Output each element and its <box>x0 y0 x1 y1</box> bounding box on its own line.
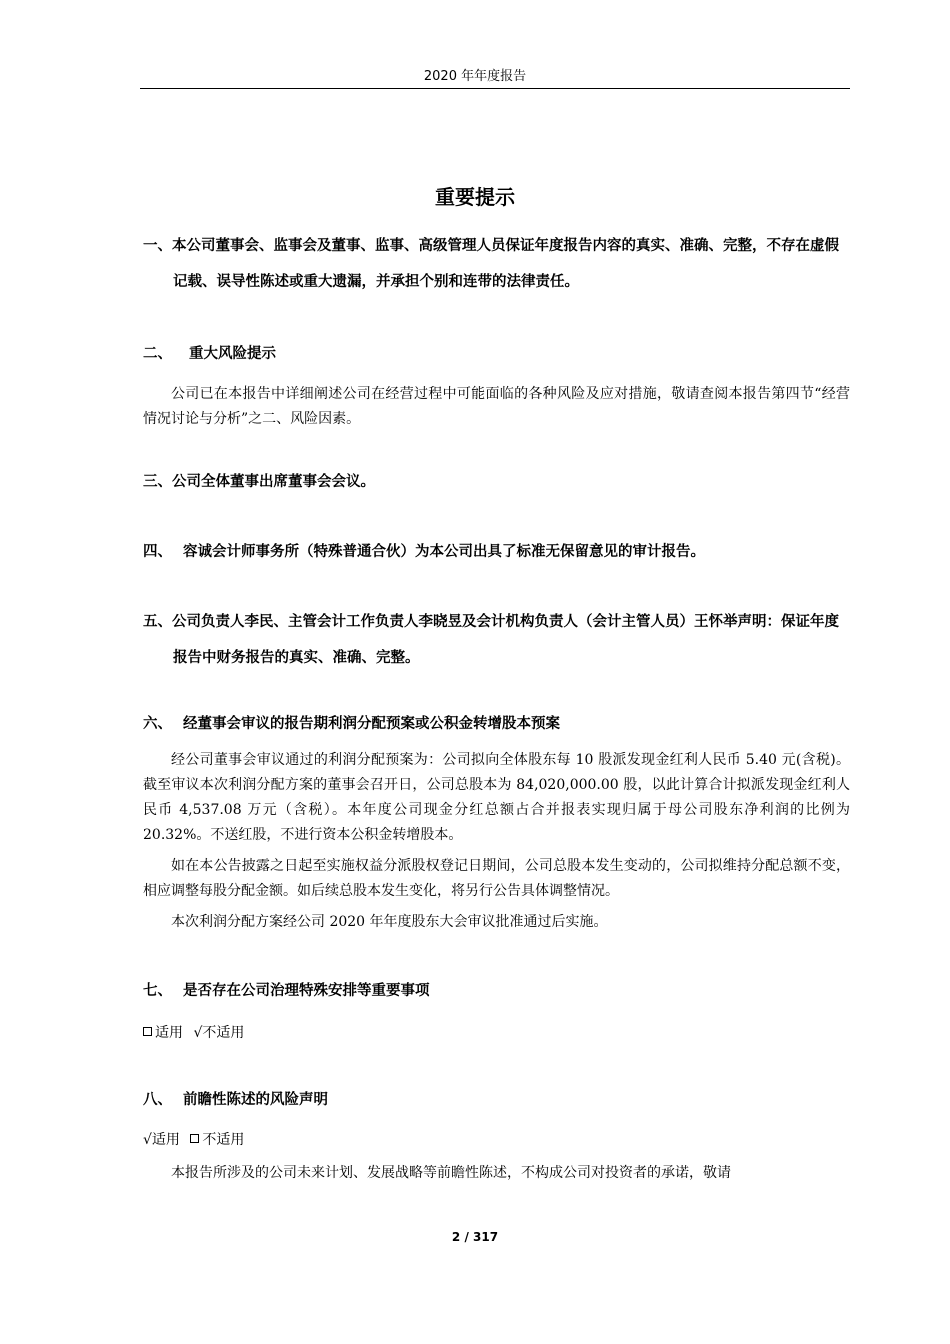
section-3-text: 公司全体董事出席董事会会议。 <box>172 474 375 490</box>
section-6-heading <box>143 706 850 742</box>
section-6-paragraph-2: 如在本公告披露之日起至实施权益分派股权登记日期间，公司总股本发生变动的，公司拟维持分配总额不变，相应调整每股分配金额。如后续总股本发生变化，将另行公告具体调整情况。 <box>143 858 850 899</box>
not-applicable-checkbox <box>190 1134 199 1143</box>
section-5-number: 五、 <box>143 614 172 630</box>
section-4 <box>143 534 850 570</box>
section-2-number: 二、 <box>143 346 172 362</box>
section-7-title: 是否存在公司治理特殊安排等重要事项 <box>183 983 430 999</box>
applicable-check-icon: √ <box>143 1132 152 1148</box>
page-title: 重要提示 <box>435 185 515 209</box>
section-1-text: 本公司董事会、监事会及董事、监事、高级管理人员保证年度报告内容的真实、准确、完整，不存在虚假记载、误导性陈述或重大遗漏，并承担个别和连带的法律责任。 <box>172 238 839 290</box>
not-applicable-check-icon: √ <box>193 1025 203 1041</box>
document-body <box>143 228 850 1186</box>
section-7-heading <box>143 973 850 1009</box>
section-4-number: 四、 <box>143 544 172 560</box>
section-1 <box>143 228 850 300</box>
section-8-number: 八、 <box>143 1092 172 1108</box>
section-8-paragraph: 本报告所涉及的公司未来计划、发展战略等前瞻性陈述，不构成公司对投资者的承诺，敬请 <box>171 1165 731 1181</box>
applicable-label: 适用 <box>155 1025 183 1041</box>
section-7-number: 七、 <box>143 983 172 999</box>
section-8-options <box>143 1128 850 1153</box>
applicable-label: 适用 <box>151 1132 180 1148</box>
not-applicable-label: 不适用 <box>202 1132 245 1148</box>
header-divider <box>140 88 850 89</box>
section-6-title: 经董事会审议的报告期利润分配预案或公积金转增股本预案 <box>183 716 560 732</box>
section-1-number: 一、 <box>143 238 172 254</box>
section-5-text: 公司负责人李民、主管会计工作负责人李晓昱及会计机构负责人（会计主管人员）王怀举声明：保证年度报告中财务报告的真实、准确、完整。 <box>172 614 839 666</box>
section-6-paragraph-3: 本次利润分配方案经公司 2020 年年度股东大会审议批准通过后实施。 <box>171 914 608 930</box>
section-2-heading <box>143 336 850 372</box>
not-applicable-label: 不适用 <box>202 1025 245 1041</box>
section-5 <box>143 604 850 676</box>
applicable-checkbox <box>143 1027 152 1036</box>
section-3 <box>143 464 850 500</box>
section-8-heading <box>143 1082 850 1118</box>
running-header: 2020 年年度报告 <box>423 69 527 84</box>
section-7-options <box>143 1021 850 1046</box>
section-6-number: 六、 <box>143 716 172 732</box>
section-8-title: 前瞻性陈述的风险声明 <box>183 1092 328 1108</box>
section-3-number: 三、 <box>143 474 172 490</box>
section-6-paragraph-1: 经公司董事会审议通过的利润分配预案为：公司拟向全体股东每 10 股派发现金红利人民币 5.40 元(含税)。截至审议本次利润分配方案的董事会召开日，公司总股本为 84,020,000.00 股，以此计算合计拟派发现金红利人民币 4,537.08 万元（含税）。本年度公司现金分红总额占合并报表实现归属于母公司股东净利润的比例为 20.32%。不送红股，不进行资本公积金转增股本。 <box>143 752 850 843</box>
section-4-text: 容诚会计师事务所（特殊普通合伙）为本公司出具了标准无保留意见的审计报告。 <box>183 544 705 560</box>
section-2-paragraph: 公司已在本报告中详细阐述公司在经营过程中可能面临的各种风险及应对措施，敬请查阅本报告第四节“经营情况讨论与分析”之二、风险因素。 <box>143 386 850 427</box>
section-2-title: 重大风险提示 <box>189 346 276 362</box>
page-number: 2 / 317 <box>451 1230 499 1244</box>
